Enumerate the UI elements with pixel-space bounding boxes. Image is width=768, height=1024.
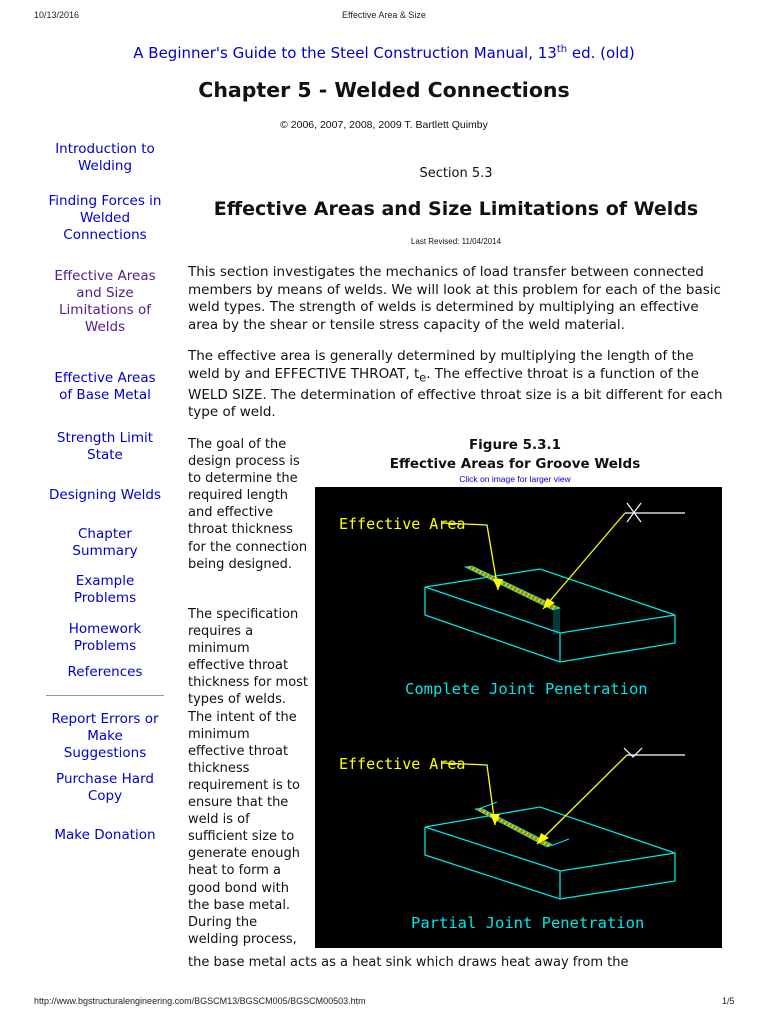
nav-link-purchase-hard-copy[interactable]: Purchase Hard Copy <box>56 771 154 804</box>
chapter-title: Chapter 5 - Welded Connections <box>198 78 570 102</box>
nav-link-designing-welds[interactable]: Designing Welds <box>49 487 161 503</box>
nav-link-strength-limit-state[interactable]: Strength Limit State <box>56 430 154 463</box>
effective-area-paragraph: The effective area is generally determined by multiplying the length of the weld by and EFFECTIVE THROAT, $t_e$. The effective throat is a function of the WELD SIZE. The determination of effective throat size is a bit different for each type of weld. <box>188 348 723 421</box>
nav-link-effective-areas-base-metal[interactable]: Effective Areas of Base Metal <box>54 370 156 403</box>
complete-joint-penetration-caption: Complete Joint Penetration <box>405 680 648 698</box>
effective-area-label-bottom: Effective Area <box>339 755 466 773</box>
print-date: 10/13/2016 <box>34 10 80 20</box>
section-title: Effective Areas and Size Limitations of Welds <box>213 198 699 220</box>
figure-number: Figure 5.3.1 <box>468 437 562 453</box>
groove-weld-figure[interactable] <box>315 487 722 948</box>
print-url: http://www.bgstructuralengineering.com/BGSCM13/BGSCM005/BGSCM00503.htm <box>34 996 366 1006</box>
nav-divider <box>46 695 164 696</box>
heat-sink-paragraph: the base metal acts as a heat sink which draws heat away from the <box>188 955 629 970</box>
print-page-number: 1/5 <box>722 996 735 1006</box>
nav-link-introduction[interactable]: Introduction to Welding <box>55 141 155 174</box>
groove-weld-diagram <box>315 487 722 948</box>
nav-link-finding-forces[interactable]: Finding Forces in Welded Connections <box>48 193 162 243</box>
effective-area-label-top: Effective Area <box>339 515 466 533</box>
figure-enlarge-link[interactable]: Click on image for larger view <box>459 474 571 484</box>
partial-joint-penetration-caption: Partial Joint Penetration <box>411 914 645 932</box>
nav-link-make-donation[interactable]: Make Donation <box>54 827 156 843</box>
copyright-notice: © 2006, 2007, 2008, 2009 T. Bartlett Quimby <box>280 119 488 131</box>
partial-joint-penetration-drawing <box>339 748 685 932</box>
intro-paragraph: This section investigates the mechanics of load transfer between connected members by means of welds. We will look at this problem for each of the basic weld types. The strength of welds is determined by multiplying an effective area by the shear or tensile stress capacity of the weld material. <box>188 264 721 333</box>
nav-link-homework-problems[interactable]: Homework Problems <box>68 621 142 654</box>
nav-link-effective-areas-welds[interactable]: Effective Areas and Size Limitations of Welds <box>54 268 156 335</box>
section-label: Section 5.3 <box>419 166 493 181</box>
print-title: Effective Area & Size <box>342 10 426 20</box>
nav-link-references[interactable]: References <box>67 664 143 680</box>
design-goal-paragraph: The goal of the design process is to determine the required length and effective throat thickness for the connection being designed. <box>188 437 308 572</box>
figure-caption: Effective Areas for Groove Welds <box>389 456 641 472</box>
nav-link-chapter-summary[interactable]: Chapter Summary <box>72 526 138 559</box>
last-revised: Last Revised: 11/04/2014 <box>410 237 502 246</box>
site-title[interactable]: A Beginner's Guide to the Steel Construction Manual, 13th ed. (old) <box>133 44 635 62</box>
complete-joint-penetration-drawing <box>339 503 685 698</box>
specification-paragraph: The specification requires a minimum effective throat thickness for most types of welds. The intent of the minimum effective throat thickness requirement is to ensure that the weld is of sufficient size to generate enough heat to form a good bond with the base metal. During the welding process, <box>188 607 309 947</box>
nav-link-report-errors[interactable]: Report Errors or Make Suggestions <box>51 711 159 761</box>
nav-link-example-problems[interactable]: Example Problems <box>73 573 137 606</box>
